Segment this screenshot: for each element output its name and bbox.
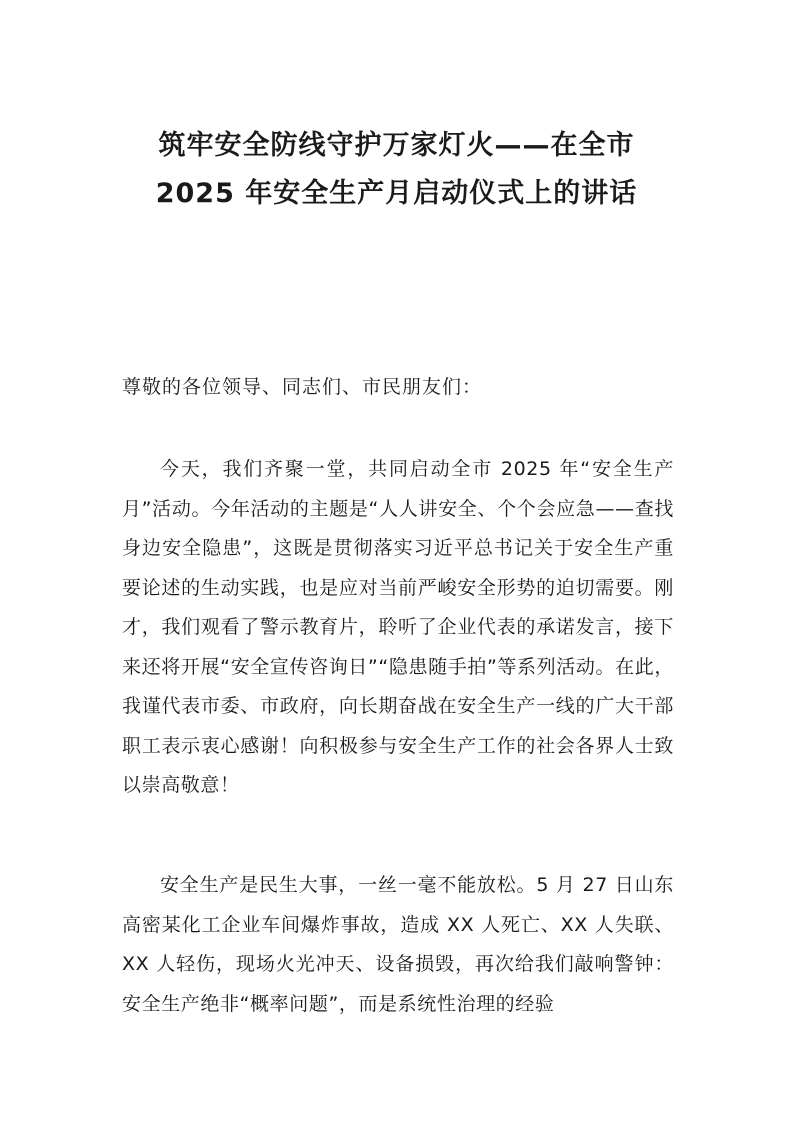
document-title-line-2: 2025 年安全生产月启动仪式上的讲话 <box>155 178 638 209</box>
body-paragraph-2: 安全生产是民生大事，一丝一毫不能放松。5 月 27 日山东高密某化工企业车间爆炸事故，造成 XX 人死亡、XX 人失联、XX 人轻伤，现场火光冲天、设备损毁，再次给我们敲响警钟：安全生产绝非“概率问题”，而是系统性治理的经验 <box>122 874 674 1015</box>
body-paragraph-1: 今天，我们齐聚一堂，共同启动全市 2025 年“安全生产月”活动。今年活动的主题是“人人讲安全、个个会应急——查找身边安全隐患”，这既是贯彻落实习近平总书记关于安全生产重要论述的生动实践，也是应对当前严峻安全形势的迫切需要。刚才，我们观看了警示教育片，聆听了企业代表的承诺发言，接下来还将开展“安全宣传咨询日”“隐患随手拍”等系列活动。在此，我谨代表市委、市政府，向长期奋战在安全生产一线的广大干部职工表示衷心感谢！向积极参与安全生产工作的社会各界人士致以崇高敬意！ <box>122 458 674 796</box>
document-title-line-1: 筑牢安全防线守护万家灯火——在全市 <box>158 130 635 161</box>
salutation: 尊敬的各位领导、同志们、市民朋友们： <box>122 376 483 398</box>
